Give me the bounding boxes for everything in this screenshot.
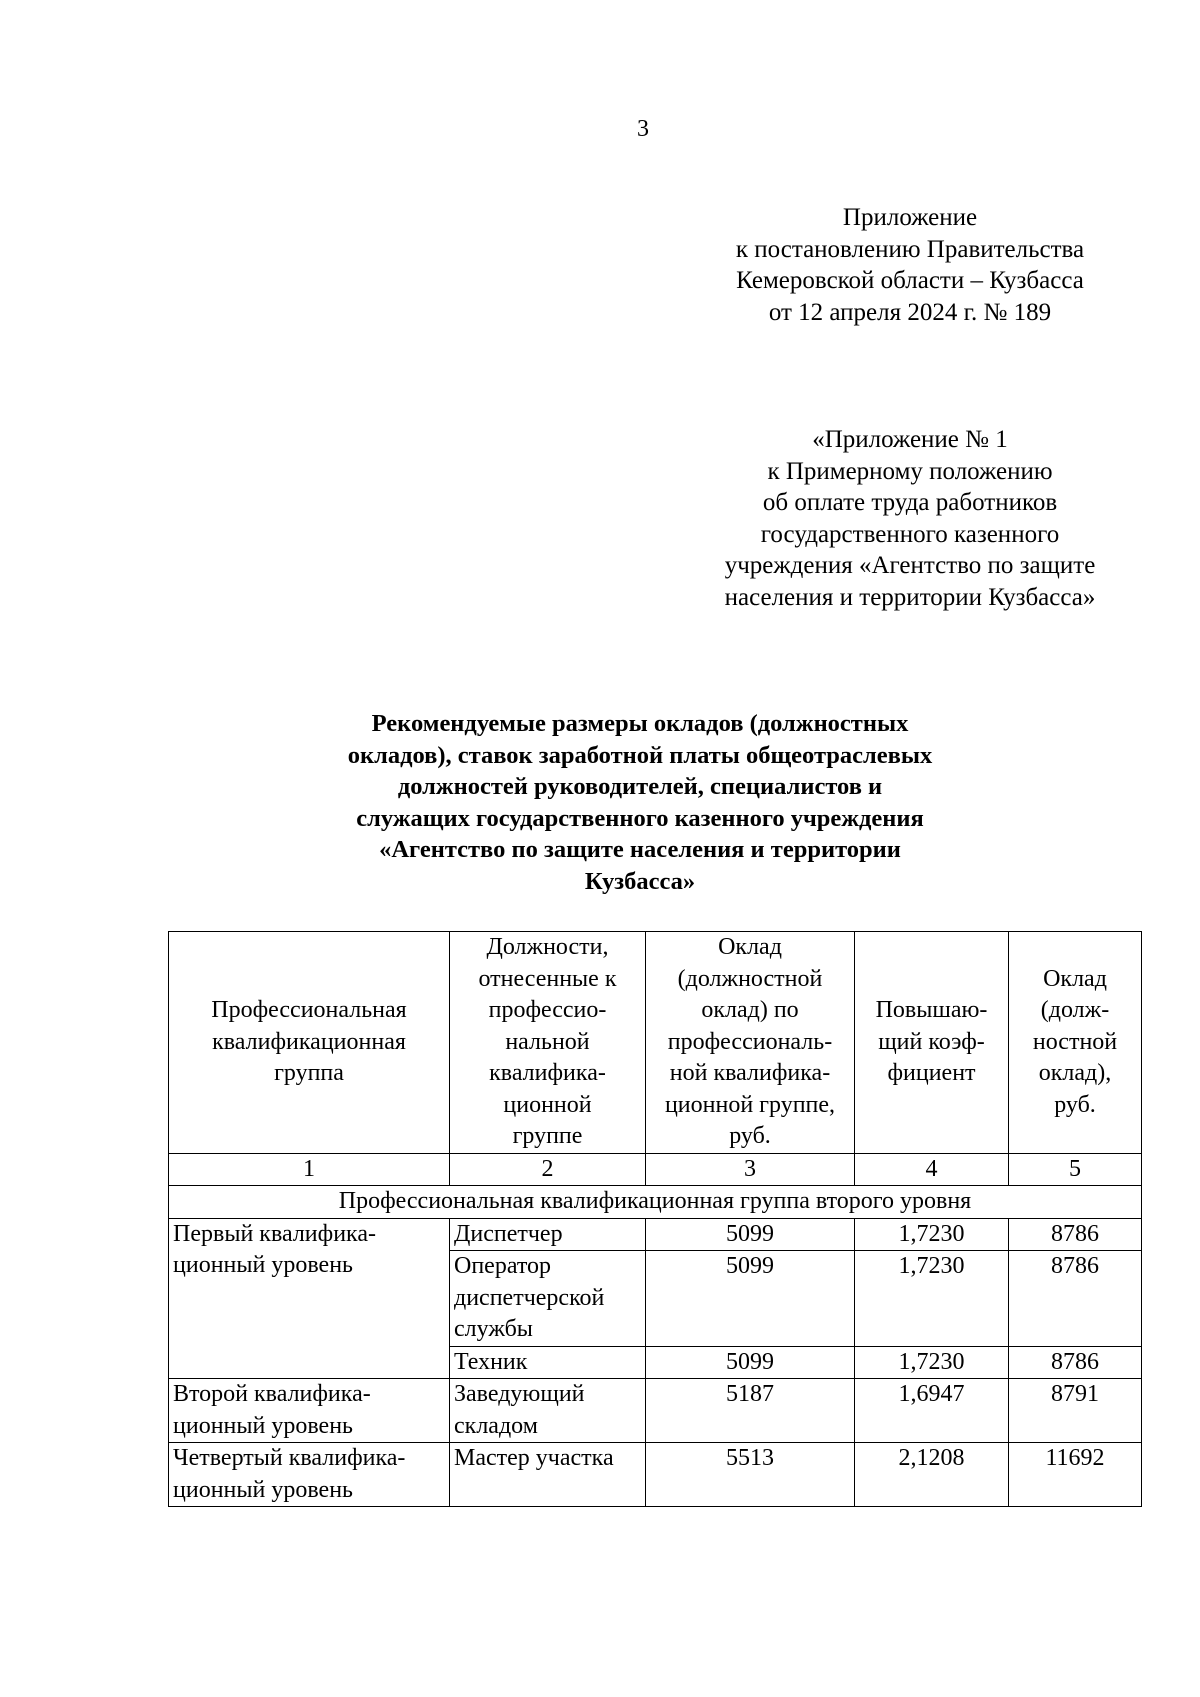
appendix-header-line: Кемеровской области – Кузбасса [736,267,1084,294]
appendix-sub-header-line: государственного казенного [760,520,1060,548]
header-line: нальной [505,1028,590,1055]
header-line: ностной [1032,1028,1118,1055]
level-line: ционный уровень [173,1412,353,1439]
header-line: отнесенные к [478,965,617,992]
header-line: квалификационная [212,1028,406,1055]
position-line: Оператор [454,1253,552,1279]
header-line: ционной [503,1091,592,1118]
coefficient: 1,7230 [855,1346,1009,1379]
header-line: Должности, [486,934,609,960]
header-line: ционной группе, [664,1091,836,1118]
group-title: Профессиональная квалификационная группа второго уровня [169,1186,1142,1219]
appendix-sub-header-line: учреждения «Агентство по защите [724,552,1096,579]
header-qualification-group [169,932,450,1154]
header-positions [450,932,646,1154]
salary-table [168,931,1142,1507]
salary: 11692 [1009,1443,1142,1507]
base-salary: 5513 [646,1443,855,1507]
appendix-sub-header-line: об оплате труда работников [762,489,1058,516]
level-line: Первый квалифика- [173,1220,376,1247]
table-row [169,1379,1142,1443]
document-title [280,708,1000,897]
column-number-row [169,1153,1142,1186]
appendix-sub-header [690,424,1130,613]
appendix-header-line: Приложение [842,204,978,231]
qualification-level [169,1443,450,1507]
position-line: Мастер участка [454,1445,614,1471]
document-title-line: должностей руководителей, специалистов и [397,773,883,800]
base-salary: 5099 [646,1251,855,1347]
appendix-header-line: от 12 апреля 2024 г. № 189 [768,298,1052,326]
header-line: группа [274,1060,344,1086]
appendix-sub-header-line: к Примерному положению [767,457,1053,485]
salary: 8786 [1009,1218,1142,1251]
position-line: Техник [454,1348,528,1375]
header-line: руб. [729,1123,771,1149]
header-line: Оклад [718,934,782,960]
header-line: Профессиональная [211,997,407,1023]
level-line: Четвертый квалифика- [173,1445,406,1471]
coefficient: 2,1208 [855,1443,1009,1507]
appendix-header-line: к постановлению Правительства [735,235,1085,263]
header-coefficient [855,932,1009,1154]
header-line: профессиональ- [667,1028,833,1055]
position-title [450,1379,646,1443]
column-number: 5 [1009,1153,1142,1186]
coefficient: 1,7230 [855,1251,1009,1347]
position-title [450,1443,646,1507]
header-line: оклад), [1038,1060,1112,1086]
position-title [450,1218,646,1251]
position-title [450,1251,646,1347]
header-base-salary [646,932,855,1154]
position-line: Диспетчер [454,1220,563,1247]
table-header-row [169,932,1142,1154]
header-line: Повышаю- [875,997,988,1023]
position-line: службы [454,1316,533,1342]
table-row [169,1443,1142,1507]
coefficient: 1,6947 [855,1379,1009,1443]
coefficient: 1,7230 [855,1218,1009,1251]
header-line: профессио- [488,997,607,1023]
document-title-line: Рекомендуемые размеры окладов (должностных [371,710,909,737]
page-number: 3 [637,116,649,142]
column-number: 1 [169,1153,450,1186]
header-line: (должностной [677,965,823,992]
header-line: (долж- [1040,997,1110,1023]
column-number: 3 [646,1153,855,1186]
position-title [450,1346,646,1379]
base-salary: 5187 [646,1379,855,1443]
document-title-line: «Агентство по защите населения и территории [379,836,901,863]
header-line: квалифика- [489,1060,606,1086]
header-salary [1009,932,1142,1154]
header-line: группе [512,1123,583,1149]
document-title-line: Кузбасса» [584,867,696,895]
level-line: ционный уровень [173,1476,353,1503]
level-line: ционный уровень [173,1252,353,1278]
qualification-level [169,1218,450,1379]
header-line: ной квалифика- [669,1060,831,1086]
base-salary: 5099 [646,1346,855,1379]
table-row [169,1218,1142,1251]
header-line: щий коэф- [878,1028,985,1055]
column-number: 2 [450,1153,646,1186]
header-line: Оклад [1043,965,1107,992]
header-line: фициент [887,1060,976,1086]
salary: 8791 [1009,1379,1142,1443]
header-line: оклад) по [701,997,799,1023]
header-line: руб. [1054,1091,1096,1118]
level-line: Второй квалифика- [173,1381,371,1407]
document-title-line: окладов), ставок заработной платы общеотраслевых [347,741,933,769]
group-title-row [169,1186,1142,1219]
base-salary: 5099 [646,1218,855,1251]
document-title-line: служащих государственного казенного учреждения [356,804,924,832]
salary: 8786 [1009,1346,1142,1379]
salary: 8786 [1009,1251,1142,1347]
appendix-sub-header-line: «Приложение № 1 [812,426,1008,453]
qualification-level [169,1379,450,1443]
appendix-sub-header-line: населения и территории Кузбасса» [724,583,1096,611]
position-line: складом [454,1412,538,1439]
position-line: диспетчерской [454,1284,605,1311]
appendix-header [700,202,1120,328]
position-line: Заведующий [454,1381,585,1407]
column-number: 4 [855,1153,1009,1186]
